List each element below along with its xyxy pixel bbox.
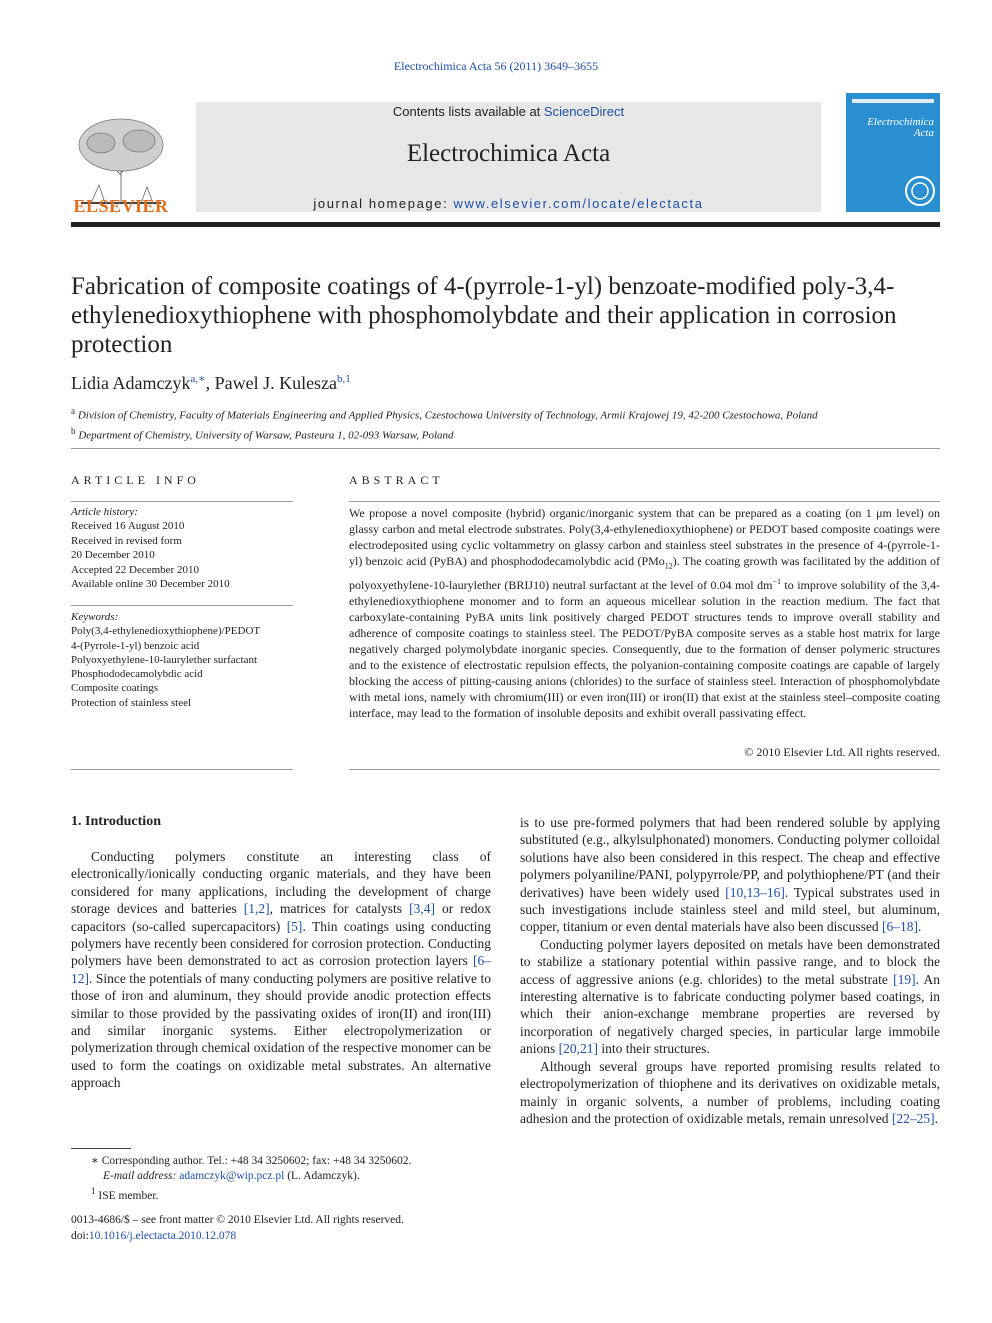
body-text: Although several groups have reported promising results related to electropolymerization of thiophene and its derivatives on oxidizable metals, mainly in organic solvents, a number of problems, including coating adhesion and the protection of oxidizable metals, remain unresolved (520, 1058, 940, 1126)
keyword-item: Polyoxyethylene-10-laurylether surfactant (71, 653, 258, 666)
article-info-heading: ARTICLE INFO (71, 473, 200, 487)
affiliation-text: Department of Chemistry, University of Warsaw, Pasteura 1, 02-093 Warsaw, Poland (78, 429, 454, 442)
body-column-left (71, 848, 491, 1092)
body-text: . Typical substrates used in such investigations include stainless steel and mild steel, but aluminum, copper, titanium or even dental materials have also been discussed (520, 884, 940, 935)
cover-banner (852, 99, 934, 103)
footnote-mark: ∗ (91, 1155, 99, 1167)
abstract-part: ). The coating growth was facilitated by the addition of polyoxyethylene-10-laurylether (BRIJ10) neutral surfactant at the level of 0.04 mol dm (349, 554, 940, 593)
journal-citation[interactable]: Electrochimica Acta 56 (2011) 3649–3655 (393, 59, 599, 73)
reference-link[interactable]: [22–25] (891, 1110, 935, 1126)
email-suffix: (L. Adamczyk). (284, 1170, 360, 1182)
email-label: E-mail address: (103, 1170, 177, 1182)
divider (71, 448, 940, 449)
abstract-part: We propose a novel composite (hybrid) organic/inorganic system that can be prepared as a coating (on 1 μm level) on glassy carbon and metal electrode substrates. Poly(3,4-ethylenedioxythiophene) or PEDOT based composite coatings were electrodeposited using cyclic voltammetry on glassy carbon and stainless steel substrates in the presence of 4-(pyrrole-1-yl) benzoic acid (PyBA) and phosphododecamolybdic acid (PMo (349, 506, 940, 568)
author-marks[interactable]: b,1 (337, 373, 351, 385)
doi-link[interactable]: 10.1016/j.electacta.2010.12.078 (88, 1230, 237, 1242)
keyword-item: Protection of stainless steel (71, 696, 192, 709)
history-item: 20 December 2010 (71, 549, 155, 562)
footnote-text: Corresponding author. Tel.: +48 34 3250602; fax: +48 34 3250602. (101, 1155, 412, 1167)
footnote-member (71, 1184, 491, 1204)
author-separator: , (205, 373, 215, 393)
ise-emblem-icon (904, 175, 936, 207)
reference-link[interactable]: [5] (286, 918, 303, 934)
keyword-item: Poly(3,4-ethylenedioxythiophene)/PEDOT (71, 625, 261, 638)
reference-link[interactable]: [6–12] (71, 953, 491, 986)
body-text: Conducting polymers constitute an interesting class of electronically/ionically conducting organic materials, and they have been considered for many applications, including the development of charge storage devices and batteries (71, 849, 491, 917)
body-text: or redox capacitors (so-called supercapacitors) (71, 901, 491, 934)
history-item: Received 16 August 2010 (71, 520, 185, 533)
footnote-text: ISE member. (98, 1189, 159, 1202)
abstract-text (349, 505, 940, 721)
keywords (71, 610, 293, 710)
homepage-link[interactable]: www.elsevier.com/locate/electacta (453, 196, 704, 211)
keywords-label: Keywords: (71, 611, 119, 623)
keyword-item: 4-(Pyrrole-1-yl) benzoic acid (71, 639, 200, 652)
doi-prefix: doi: (71, 1230, 89, 1242)
body-text: . Since the potentials of many conducting polymers are positive relative to those of iron and aluminum, they should provide anodic protection effects similar to those provided by the passivating oxides of iron(II) and iron(III) and similar inorganic systems. Either electropolymerization or polymerization through chemical oxidation of the respective monomer can be used to form the coatings on oxidizable metal substrates. An alternative approach (71, 970, 491, 1091)
footnote-email (71, 1169, 491, 1184)
publisher-wordmark: ELSEVIER (73, 196, 169, 216)
homepage-line (196, 196, 821, 211)
doi-line (71, 1228, 491, 1244)
affiliation-text: Division of Chemistry, Faculty of Materials Engineering and Applied Physics, Czestochowa University of Technology, Armii Krajowej 19, 42-200 Czestochowa, Poland (77, 409, 818, 422)
affiliation-mark: b (71, 425, 76, 436)
affiliations (71, 404, 818, 443)
journal-name: Electrochimica Acta (406, 140, 611, 167)
reference-link[interactable]: [20,21] (558, 1041, 598, 1057)
affiliation-item (71, 424, 818, 444)
header-rule (71, 222, 940, 227)
body-text: is to use pre-formed polymers that had been rendered soluble by applying substituted (e.g., alkylsulphonated) monomers. Conducting polymer colloidal solutions have also been considered in this respect. The cheap and effective polymers polyaniline/PANI, polypyrrole/PP, and polythiophene/PT (and their derivatives) have been widely used (520, 815, 940, 900)
footnote-mark: 1 (91, 1186, 96, 1196)
issn-doi (71, 1212, 491, 1244)
affiliation-item (71, 404, 818, 424)
body-text: . An interesting alternative is to fabricate conducting polymer based coatings, in which their anion-exchange membrane properties are reversed by incorporation of negatively charged species, in particular large immobile anions (520, 971, 940, 1057)
affiliation-mark: a (71, 406, 76, 416)
section-heading: 1. Introduction (71, 814, 161, 829)
footnotes (71, 1154, 491, 1204)
abstract-part: to improve solubility of the 3,4-ethylenedioxythiophene monomer and to form an aqueous micellear solution in the reaction medium. The fact that carboxylate-containing PyBA units link positively charged PEDOT structures tends to improve overall stability and adherence of composite coatings to stainless steel. The PEDOT/PyBA composite serves as a stable host matrix for large negatively charged polymolybdate inorganic species. Consequently, due to the formation of denser polymeric structures and to the existence of electrostatic repulsion effects, the polyanion-containing composite coatings are capable of largely blocking the access of pitting-causing anions (chlorides) to the surface of stainless steel. Interaction of phosphomolybdate with metal ions, namely with chromium(III) or even iron(III) or iron(II) that exist at the stainless steel–composite coating interface, may lead to the formation of insoluble deposits and exhibit overall passivating effect. (349, 578, 940, 721)
abstract-superscript: −1 (772, 577, 781, 587)
homepage-prefix: journal homepage: (313, 196, 454, 211)
paragraph (520, 814, 940, 936)
footnote-corresponding (71, 1154, 491, 1169)
footnote-rule (71, 1148, 131, 1149)
contents-line (196, 104, 821, 119)
reference-link[interactable]: [3,4] (409, 901, 435, 917)
abstract-heading: ABSTRACT (349, 473, 444, 487)
reference-link[interactable]: [6–18] (881, 919, 918, 935)
body-text: . (934, 1110, 939, 1126)
divider (349, 501, 940, 502)
abstract-copyright: © 2010 Elsevier Ltd. All rights reserved. (744, 745, 940, 759)
author-name[interactable]: Pawel J. Kulesza (214, 373, 338, 393)
divider (71, 605, 293, 606)
body-text: , matrices for catalysts (269, 901, 410, 917)
keyword-item: Composite coatings (71, 682, 159, 695)
reference-link[interactable]: [10,13–16] (725, 884, 785, 900)
history-label: Article history: (71, 506, 138, 518)
reference-link[interactable]: [19] (893, 971, 916, 987)
divider (71, 501, 293, 502)
history-item: Accepted 22 December 2010 (71, 563, 199, 576)
author-name[interactable]: Lidia Adamczyk (71, 373, 191, 393)
cover-title: Electrochimica Acta (867, 116, 934, 139)
history-item: Received in revised form (71, 534, 182, 547)
body-text: . (917, 919, 922, 935)
divider (349, 769, 940, 770)
article-history (71, 505, 293, 591)
article-title: Fabrication of composite coatings of 4-(pyrrole-1-yl) benzoate-modified poly-3,4-ethylenedioxythiophene with phosphomolybdate and their application in corrosion protection (71, 273, 897, 358)
issn-line: 0013-4686/$ – see front matter © 2010 Elsevier Ltd. All rights reserved. (71, 1214, 404, 1226)
divider (71, 769, 293, 770)
history-item: Available online 30 December 2010 (71, 578, 230, 591)
author-marks[interactable]: a,∗ (190, 373, 206, 385)
abstract-subscript: 12 (664, 561, 673, 571)
author-list (71, 372, 351, 394)
body-text: into their structures. (598, 1041, 710, 1057)
email-link[interactable]: adamczyk@wip.pcz.pl (179, 1170, 285, 1182)
body-text: Conducting polymer layers deposited on metals have been demonstrated to stabilize a stationary potential within passive range, and to block the access of aggressive anions (e.g. chlorides) to the metal substrate (520, 936, 940, 987)
keyword-item: Phosphododecamolybdic acid (71, 668, 203, 681)
paragraph (520, 936, 940, 1058)
paragraph (520, 1058, 940, 1128)
body-text: . Thin coatings using conducting polymers have recently been considered for corrosion protection. Conducting polymers have been demonstrated to act as corrosion protection layers (71, 918, 491, 969)
body-column-right (520, 814, 940, 1127)
reference-link[interactable]: [1,2] (243, 901, 270, 917)
contents-prefix: Contents lists available at (392, 104, 544, 119)
sciencedirect-link[interactable]: ScienceDirect (543, 104, 625, 119)
journal-cover-thumbnail[interactable] (846, 93, 940, 212)
